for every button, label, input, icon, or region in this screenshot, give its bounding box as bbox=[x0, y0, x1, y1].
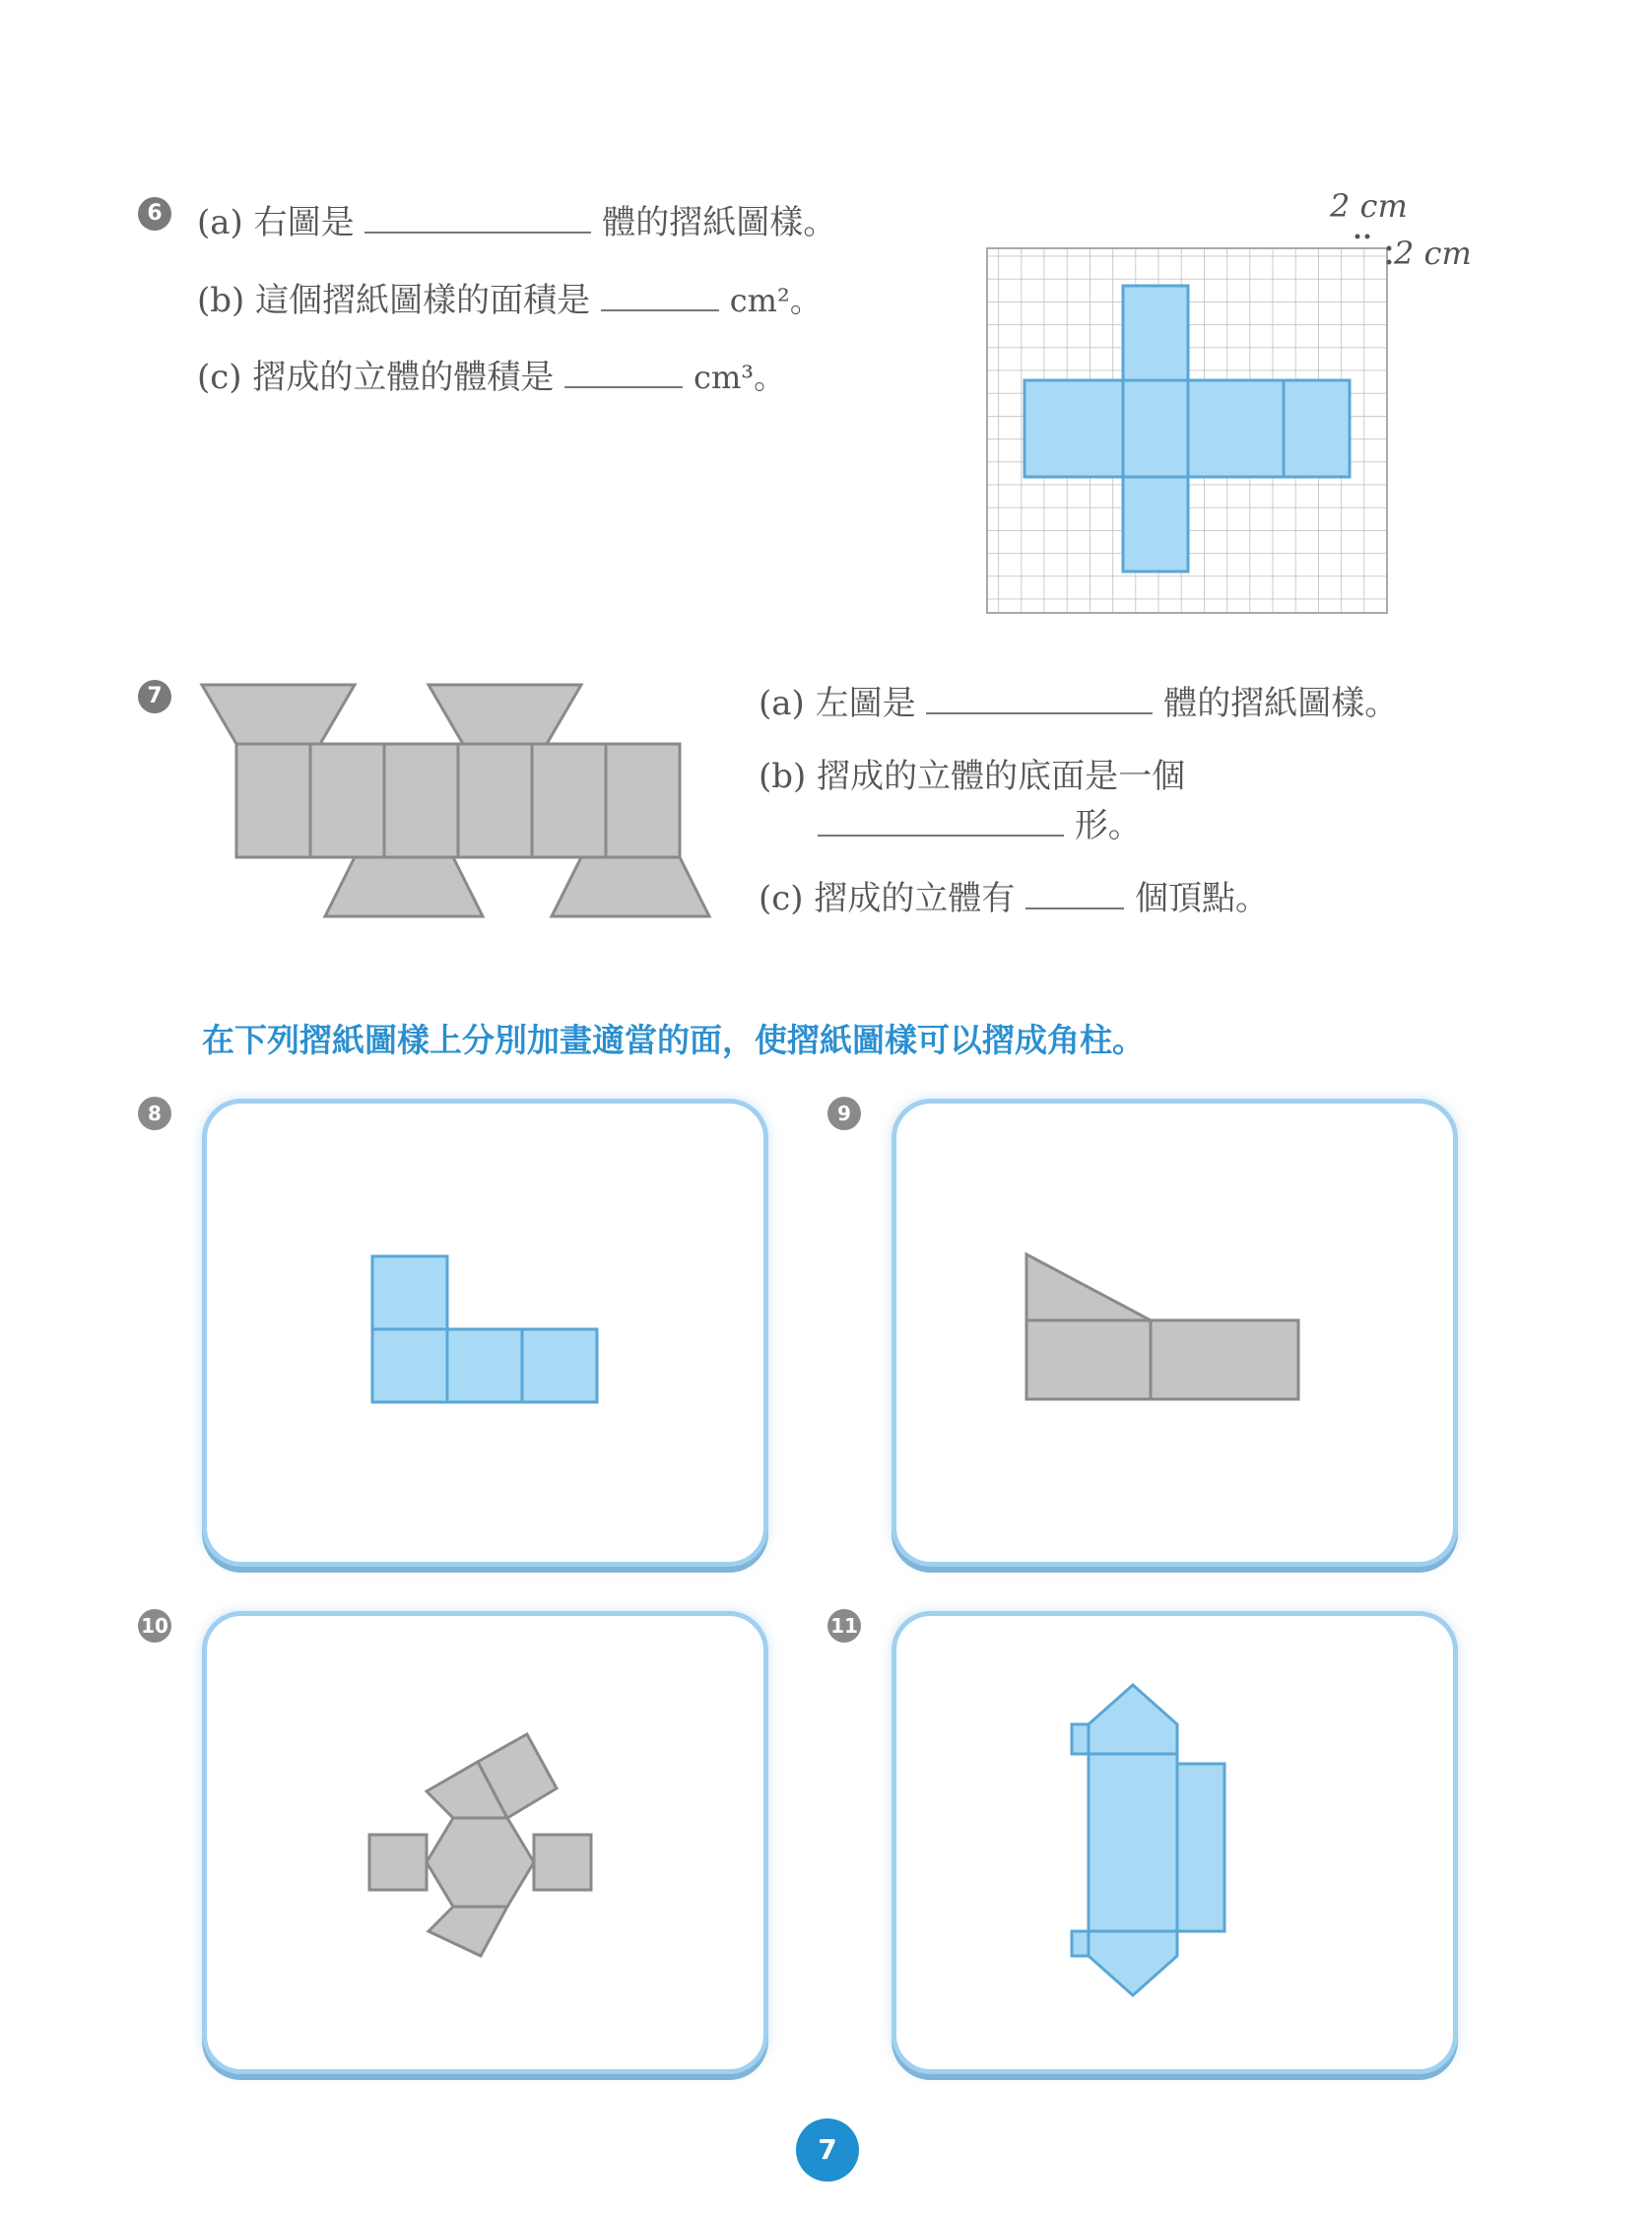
q7-part-b-prefix: (b) 摺成的立體的底面是一個 bbox=[759, 757, 1186, 796]
q7-part-a-prefix: (a) 左圖是 bbox=[759, 684, 916, 723]
q6-part-b-answer-blank[interactable] bbox=[601, 305, 719, 311]
question-number-9: 9 bbox=[827, 1097, 861, 1130]
rect-face-side bbox=[1177, 1764, 1224, 1931]
q7-part-b-suffix: 形。 bbox=[1074, 806, 1142, 845]
net-face-left bbox=[1024, 380, 1123, 477]
question-number-11: 11 bbox=[827, 1609, 861, 1643]
square-left bbox=[369, 1835, 427, 1890]
q7-part-c-answer-blank[interactable] bbox=[1025, 904, 1124, 909]
rect-face-2 bbox=[310, 744, 384, 857]
q9-triangular-prism-net-figure bbox=[896, 1104, 1453, 1562]
question-number-8: 8 bbox=[138, 1097, 171, 1130]
rect-face-front bbox=[1089, 1754, 1177, 1931]
q6-part-a-suffix: 體的摺紙圖樣。 bbox=[602, 203, 837, 242]
net-face-top bbox=[1123, 286, 1188, 380]
q7-part-b-line2 bbox=[818, 798, 1142, 846]
q6-grid-net-figure bbox=[975, 187, 1527, 621]
page-number: 7 bbox=[796, 2118, 859, 2182]
q6-part-a-answer-blank[interactable] bbox=[364, 228, 591, 234]
grid-label-horizontal: 2 cm bbox=[1330, 187, 1408, 225]
edge-left-top bbox=[1072, 1724, 1089, 1754]
question-number-7: 7 bbox=[138, 680, 171, 713]
q6-part-c bbox=[197, 350, 785, 398]
trapezoid-bottom-right bbox=[552, 857, 709, 916]
net-face-center bbox=[1123, 380, 1188, 477]
net-face-right bbox=[1188, 380, 1284, 477]
trapezoid-top-right bbox=[429, 685, 581, 744]
grid-label-vertical: 2 cm bbox=[1394, 235, 1472, 272]
card-question-11[interactable] bbox=[892, 1611, 1458, 2074]
edge-left-bottom bbox=[1072, 1931, 1089, 1956]
q7-hexagonal-prism-net-figure bbox=[187, 670, 739, 936]
q7-part-a-answer-blank[interactable] bbox=[926, 708, 1153, 714]
card-question-9[interactable] bbox=[892, 1099, 1458, 1567]
net-face-far-right bbox=[1284, 380, 1350, 477]
rect-face-1 bbox=[1026, 1320, 1151, 1399]
square-right bbox=[534, 1835, 591, 1890]
q6-part-a-prefix: (a) 右圖是 bbox=[197, 203, 355, 242]
rect-face-5 bbox=[532, 744, 606, 857]
q10-hexagonal-prism-net-figure bbox=[207, 1616, 763, 2069]
card-question-10[interactable] bbox=[202, 1611, 768, 2074]
q7-part-a-suffix: 體的摺紙圖樣。 bbox=[1163, 684, 1399, 723]
rect-face-2 bbox=[1151, 1320, 1298, 1399]
q7-part-a bbox=[759, 676, 1398, 724]
q6-part-c-answer-blank[interactable] bbox=[564, 382, 683, 388]
rect-face-4 bbox=[458, 744, 532, 857]
q8-cube-net-figure bbox=[207, 1104, 763, 1562]
card-question-8[interactable] bbox=[202, 1099, 768, 1567]
question-number-10: 10 bbox=[138, 1609, 171, 1643]
triangle-face bbox=[1026, 1254, 1151, 1320]
q7-part-c bbox=[759, 871, 1269, 919]
hexagon-base bbox=[427, 1818, 534, 1907]
pentagon-top bbox=[1089, 1685, 1177, 1754]
rect-face-6 bbox=[606, 744, 680, 857]
q7-part-c-prefix: (c) 摺成的立體有 bbox=[759, 879, 1016, 918]
q7-part-c-suffix: 個頂點。 bbox=[1135, 879, 1270, 918]
pentagon-bottom bbox=[1089, 1931, 1177, 1995]
q7-part-b-answer-blank[interactable] bbox=[818, 831, 1064, 837]
rect-face-1 bbox=[236, 744, 310, 857]
q6-part-a bbox=[197, 195, 836, 243]
section-instruction: 在下列摺紙圖樣上分別加畫適當的面，使摺紙圖樣可以摺成角柱。 bbox=[202, 1021, 1145, 1059]
q6-part-c-unit: cm³。 bbox=[694, 359, 786, 396]
q6-part-c-prefix: (c) 摺成的立體的體積是 bbox=[197, 358, 555, 397]
trapezoid-top-left bbox=[202, 685, 355, 744]
q6-part-b-unit: cm²。 bbox=[729, 282, 822, 319]
net-face-bottom bbox=[1123, 477, 1188, 571]
q11-pentagonal-prism-net-figure bbox=[896, 1616, 1453, 2069]
rect-face-3 bbox=[384, 744, 458, 857]
q7-part-b bbox=[759, 749, 1185, 797]
square-bottom bbox=[429, 1907, 507, 1956]
trapezoid-bottom-left bbox=[325, 857, 483, 916]
q6-part-b bbox=[197, 273, 822, 321]
question-number-6: 6 bbox=[138, 197, 171, 231]
q6-part-b-prefix: (b) 這個摺紙圖樣的面積是 bbox=[197, 281, 591, 320]
